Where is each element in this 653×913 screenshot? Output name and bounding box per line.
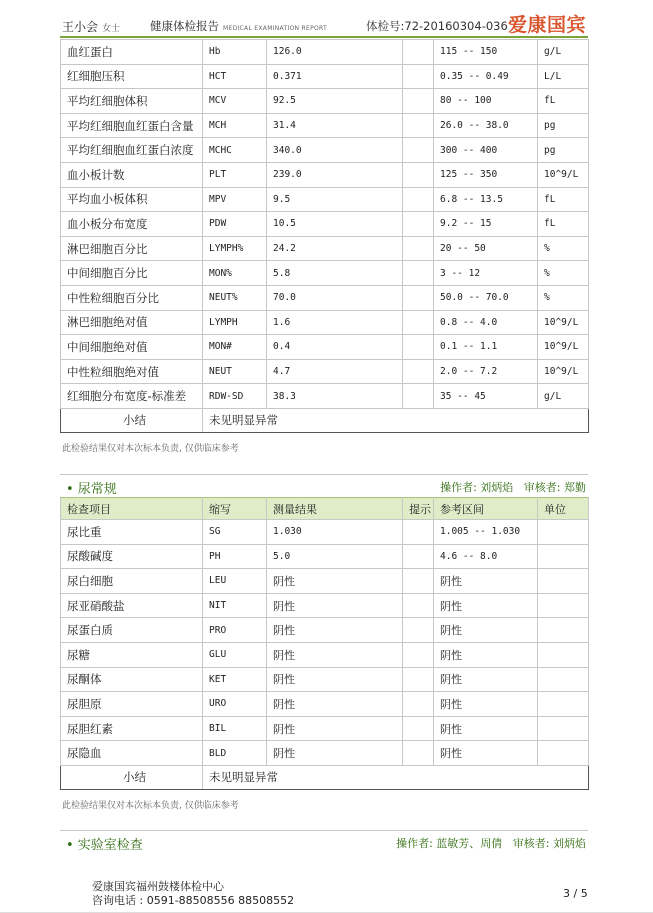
item-unit: g/L [538, 384, 589, 409]
item-unit: g/L [538, 40, 589, 65]
item-unit: % [538, 285, 589, 310]
item-range: 35 -- 45 [434, 384, 538, 409]
table-row [61, 335, 589, 360]
item-range: 26.0 -- 38.0 [434, 113, 538, 138]
table-row [61, 741, 589, 766]
item-unit [538, 692, 589, 717]
summary-label: 小结 [61, 765, 203, 789]
item-hint [403, 261, 434, 286]
item-range: 阴性 [434, 692, 538, 717]
item-name: 中性粒细胞绝对值 [61, 359, 203, 384]
table-row [61, 138, 589, 163]
item-result: 340.0 [267, 138, 403, 163]
item-result: 5.0 [267, 544, 403, 569]
item-name: 尿酮体 [61, 667, 203, 692]
item-unit [538, 520, 589, 545]
item-unit [538, 667, 589, 692]
item-abbr: LYMPH% [203, 236, 267, 261]
item-hint [403, 569, 434, 594]
item-name: 淋巴细胞绝对值 [61, 310, 203, 335]
summary-value: 未见明显异常 [203, 408, 589, 432]
table-row [61, 162, 589, 187]
item-name: 尿隐血 [61, 741, 203, 766]
item-unit: fL [538, 212, 589, 237]
item-name: 红细胞分布宽度-标准差 [61, 384, 203, 409]
brand-logo: 爱康国宾 [507, 14, 586, 36]
item-name: 平均血小板体积 [61, 187, 203, 212]
urine-routine-table [60, 497, 589, 790]
item-abbr: LEU [203, 569, 267, 594]
item-hint [403, 544, 434, 569]
footer-phone: 咨询电话 : 0591-88508556 88508552 [92, 894, 295, 907]
item-unit [538, 544, 589, 569]
table-row [61, 618, 589, 643]
item-abbr: MCH [203, 113, 267, 138]
item-abbr: URO [203, 692, 267, 717]
item-result: 5.8 [267, 261, 403, 286]
item-name: 尿亚硝酸盐 [61, 593, 203, 618]
item-result: 126.0 [267, 40, 403, 65]
summary-label: 小结 [61, 408, 203, 432]
item-hint [403, 138, 434, 163]
item-range: 80 -- 100 [434, 89, 538, 114]
table-row [61, 692, 589, 717]
item-name: 中间细胞绝对值 [61, 335, 203, 360]
item-abbr: HCT [203, 64, 267, 89]
item-hint [403, 236, 434, 261]
item-unit [538, 642, 589, 667]
item-hint [403, 642, 434, 667]
item-unit: % [538, 236, 589, 261]
item-hint [403, 593, 434, 618]
lab-section-title: • 实验室检查 [66, 838, 143, 853]
item-range: 阴性 [434, 716, 538, 741]
patient-name: 王小会 女士 [62, 20, 121, 34]
item-result: 阴性 [267, 741, 403, 766]
item-range: 阴性 [434, 667, 538, 692]
item-result: 239.0 [267, 162, 403, 187]
table-row [61, 642, 589, 667]
item-name: 血小板分布宽度 [61, 212, 203, 237]
blood-routine-table [60, 39, 589, 433]
column-header-row [61, 498, 589, 520]
item-abbr: PDW [203, 212, 267, 237]
item-abbr: PH [203, 544, 267, 569]
lab-staff [396, 835, 586, 851]
item-result: 31.4 [267, 113, 403, 138]
item-name: 中性粒细胞百分比 [61, 285, 203, 310]
item-unit [538, 741, 589, 766]
urine-reviewer: 审核者: 郑勤 [523, 481, 586, 494]
item-unit: fL [538, 187, 589, 212]
item-range: 阴性 [434, 593, 538, 618]
table-row [61, 667, 589, 692]
item-result: 10.5 [267, 212, 403, 237]
item-range: 125 -- 350 [434, 162, 538, 187]
table-row [61, 113, 589, 138]
item-unit: 10^9/L [538, 359, 589, 384]
item-abbr: MON# [203, 335, 267, 360]
item-hint [403, 384, 434, 409]
column-header: 缩写 [203, 498, 267, 520]
item-abbr: KET [203, 667, 267, 692]
item-range: 0.8 -- 4.0 [434, 310, 538, 335]
item-range: 300 -- 400 [434, 138, 538, 163]
item-result: 0.4 [267, 335, 403, 360]
item-range: 1.005 -- 1.030 [434, 520, 538, 545]
item-unit: % [538, 261, 589, 286]
item-name: 中间细胞百分比 [61, 261, 203, 286]
item-name: 血小板计数 [61, 162, 203, 187]
page-header [60, 10, 588, 38]
item-unit: pg [538, 138, 589, 163]
table-row [61, 187, 589, 212]
item-result: 1.030 [267, 520, 403, 545]
item-range: 6.8 -- 13.5 [434, 187, 538, 212]
item-unit: fL [538, 89, 589, 114]
item-hint [403, 187, 434, 212]
item-abbr: MPV [203, 187, 267, 212]
item-result: 阴性 [267, 642, 403, 667]
patient-gender: 女士 [102, 24, 121, 34]
item-abbr: PLT [203, 162, 267, 187]
item-name: 尿胆原 [61, 692, 203, 717]
item-hint [403, 359, 434, 384]
summary-row [61, 765, 589, 789]
column-header: 提示 [403, 498, 434, 520]
item-name: 红细胞压积 [61, 64, 203, 89]
item-hint [403, 716, 434, 741]
lab-operator: 操作者: 蓝敏芳、周倩 [396, 837, 503, 850]
urine-staff [440, 479, 586, 495]
lab-reviewer: 审核者: 刘炳焰 [512, 837, 586, 850]
item-range: 50.0 -- 70.0 [434, 285, 538, 310]
item-range: 2.0 -- 7.2 [434, 359, 538, 384]
summary-row [61, 408, 589, 432]
table-row [61, 89, 589, 114]
item-unit [538, 569, 589, 594]
item-result: 阴性 [267, 593, 403, 618]
item-range: 阴性 [434, 569, 538, 594]
item-unit: 10^9/L [538, 162, 589, 187]
item-hint [403, 113, 434, 138]
table-row [61, 716, 589, 741]
item-name: 尿蛋白质 [61, 618, 203, 643]
item-hint [403, 667, 434, 692]
item-unit: 10^9/L [538, 310, 589, 335]
table-row [61, 285, 589, 310]
item-hint [403, 212, 434, 237]
item-result: 阴性 [267, 716, 403, 741]
item-range: 0.35 -- 0.49 [434, 64, 538, 89]
table-row [61, 261, 589, 286]
urine-section-header [60, 474, 588, 496]
item-range: 阴性 [434, 741, 538, 766]
item-range: 9.2 -- 15 [434, 212, 538, 237]
item-name: 尿酸碱度 [61, 544, 203, 569]
table-row [61, 569, 589, 594]
page-footer [92, 880, 294, 908]
item-hint [403, 741, 434, 766]
exam-id: 体检号:72-20160304-036 [366, 19, 508, 33]
item-hint [403, 285, 434, 310]
item-range: 阴性 [434, 618, 538, 643]
item-unit: L/L [538, 64, 589, 89]
item-result: 阴性 [267, 618, 403, 643]
item-result: 阴性 [267, 692, 403, 717]
table-row [61, 520, 589, 545]
item-abbr: NEUT% [203, 285, 267, 310]
table-row [61, 212, 589, 237]
item-result: 92.5 [267, 89, 403, 114]
item-name: 平均红细胞血红蛋白含量 [61, 113, 203, 138]
item-abbr: RDW-SD [203, 384, 267, 409]
item-abbr: BLD [203, 741, 267, 766]
item-result: 9.5 [267, 187, 403, 212]
item-hint [403, 89, 434, 114]
item-abbr: GLU [203, 642, 267, 667]
summary-value: 未见明显异常 [203, 765, 589, 789]
item-abbr: NIT [203, 593, 267, 618]
item-result: 70.0 [267, 285, 403, 310]
item-abbr: Hb [203, 40, 267, 65]
item-name: 尿比重 [61, 520, 203, 545]
item-name: 尿糖 [61, 642, 203, 667]
column-header: 测量结果 [267, 498, 403, 520]
table-row [61, 310, 589, 335]
item-result: 阴性 [267, 667, 403, 692]
disclaimer-note: 此检验结果仅对本次标本负责, 仅供临床参考 [62, 444, 239, 454]
item-abbr: PRO [203, 618, 267, 643]
item-hint [403, 64, 434, 89]
urine-operator: 操作者: 刘炳焰 [440, 481, 514, 494]
item-hint [403, 40, 434, 65]
item-range: 3 -- 12 [434, 261, 538, 286]
table-row [61, 359, 589, 384]
column-header: 检查项目 [61, 498, 203, 520]
column-header: 单位 [538, 498, 589, 520]
item-unit: 10^9/L [538, 335, 589, 360]
item-abbr: LYMPH [203, 310, 267, 335]
item-range: 20 -- 50 [434, 236, 538, 261]
item-abbr: MON% [203, 261, 267, 286]
item-hint [403, 335, 434, 360]
item-hint [403, 520, 434, 545]
item-result: 38.3 [267, 384, 403, 409]
disclaimer-note-2: 此检验结果仅对本次标本负责, 仅供临床参考 [62, 801, 239, 811]
item-abbr: NEUT [203, 359, 267, 384]
table-row [61, 593, 589, 618]
item-abbr: BIL [203, 716, 267, 741]
item-name: 血红蛋白 [61, 40, 203, 65]
item-result: 阴性 [267, 569, 403, 594]
column-header: 参考区间 [434, 498, 538, 520]
item-abbr: MCV [203, 89, 267, 114]
item-hint [403, 692, 434, 717]
item-abbr: SG [203, 520, 267, 545]
item-result: 1.6 [267, 310, 403, 335]
item-name: 平均红细胞体积 [61, 89, 203, 114]
table-row [61, 544, 589, 569]
item-result: 4.7 [267, 359, 403, 384]
lab-section-header [60, 830, 588, 856]
item-name: 淋巴细胞百分比 [61, 236, 203, 261]
table-row [61, 236, 589, 261]
item-range: 4.6 -- 8.0 [434, 544, 538, 569]
page-number: 3 / 5 [563, 887, 588, 900]
item-result: 24.2 [267, 236, 403, 261]
item-hint [403, 162, 434, 187]
item-unit [538, 618, 589, 643]
item-range: 0.1 -- 1.1 [434, 335, 538, 360]
item-hint [403, 618, 434, 643]
item-result: 0.371 [267, 64, 403, 89]
item-name: 尿胆红素 [61, 716, 203, 741]
item-abbr: MCHC [203, 138, 267, 163]
report-title: 健康体检报告 MEDICAL EXAMINATION REPORT [150, 19, 328, 33]
footer-center-name: 爱康国宾福州鼓楼体检中心 [92, 880, 224, 893]
item-range: 阴性 [434, 642, 538, 667]
table-row [61, 384, 589, 409]
report-subtitle: MEDICAL EXAMINATION REPORT [223, 25, 328, 32]
table-row [61, 40, 589, 65]
item-unit [538, 593, 589, 618]
urine-section-title: • 尿常规 [66, 482, 117, 497]
item-hint [403, 310, 434, 335]
item-range: 115 -- 150 [434, 40, 538, 65]
table-row [61, 64, 589, 89]
item-name: 尿白细胞 [61, 569, 203, 594]
item-unit: pg [538, 113, 589, 138]
item-unit [538, 716, 589, 741]
item-name: 平均红细胞血红蛋白浓度 [61, 138, 203, 163]
